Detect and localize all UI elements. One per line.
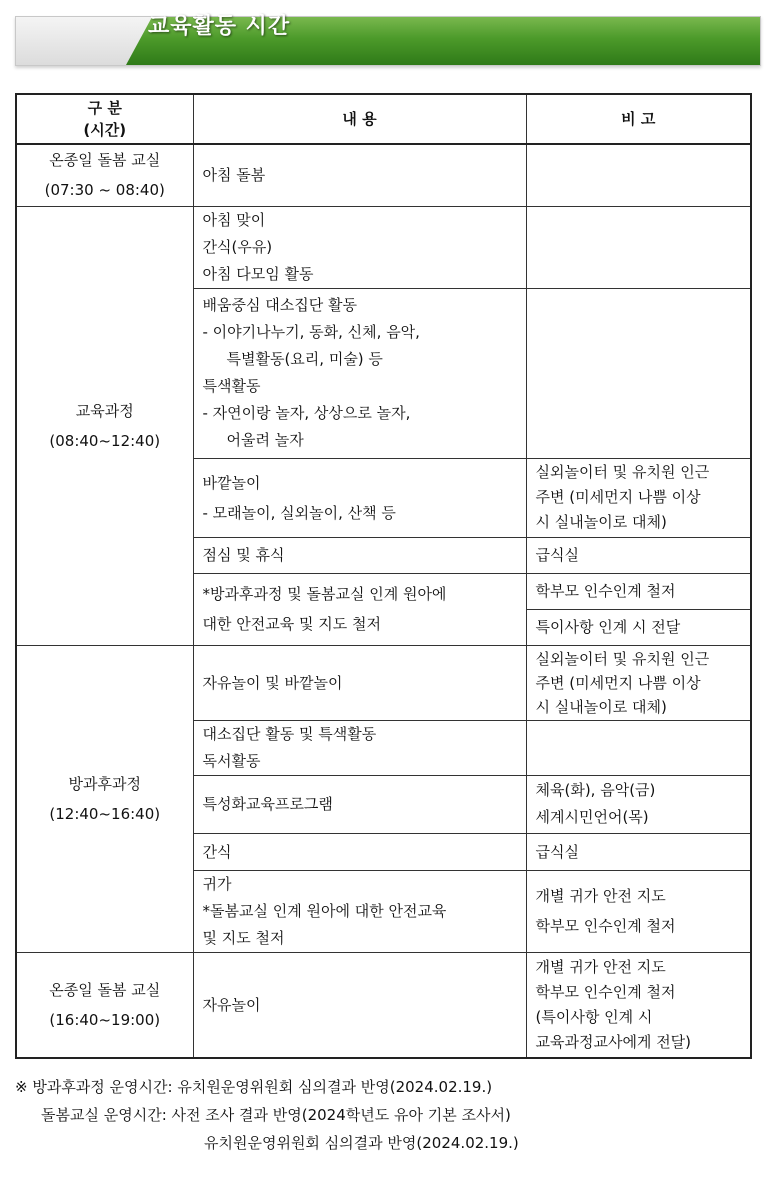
content-cell [193, 206, 526, 288]
footnote-line: 돌봄교실 운영시간: 사전 조사 결과 반영(2024학년도 유아 기본 조사서) [41, 1106, 511, 1124]
content-line: 특별활동(요리, 미술) 등 [226, 350, 383, 368]
note-line: 급식실 [535, 842, 579, 861]
content-cell [193, 288, 526, 458]
table-header-row [16, 94, 751, 144]
content-line: - 모래놀이, 실외놀이, 산책 등 [202, 503, 396, 522]
content-line: 자유놀이 및 바깥놀이 [202, 673, 343, 692]
content-line: 아침 맞이 [202, 210, 266, 229]
category-time: (08:40~12:40) [49, 431, 161, 450]
content-line: 대소집단 활동 및 특색활동 [202, 724, 377, 743]
note-line: 학부모 인수인계 철저 [535, 582, 676, 600]
content-cell [193, 537, 526, 573]
content-cell [193, 952, 526, 1058]
header-category [16, 94, 193, 144]
category-name: 온종일 돌봄 교실 [49, 980, 161, 999]
footnote-line: ※ 방과후과정 운영시간: 유치원운영위원회 심의결과 반영(2024.02.19.) [15, 1078, 493, 1096]
content-line: 배움중심 대소집단 활동 [202, 296, 357, 314]
content-cell [193, 775, 526, 833]
note-cell [526, 870, 751, 952]
header-note: 비 고 [526, 94, 751, 144]
content-cell [193, 645, 526, 720]
table-row [16, 645, 751, 720]
content-line: - 자연이랑 놀자, 상상으로 놀자, [202, 404, 411, 422]
category-cell [16, 144, 193, 206]
note-cell [526, 288, 751, 458]
content-line: *돌봄교실 인계 원아에 대한 안전교육 [202, 901, 447, 920]
note-line: 교육과정교사에게 전달) [535, 1032, 692, 1051]
content-line: 독서활동 [202, 751, 261, 770]
note-cell [526, 573, 751, 609]
note-line: 학부모 인수인계 철저 [535, 917, 676, 935]
note-cell [526, 537, 751, 573]
note-line: 주변 (미세먼지 나쁨 이상 [535, 673, 701, 692]
schedule-table [15, 93, 752, 1059]
note-line: 체육(화), 음악(금) [535, 781, 656, 799]
content-line: 간식 [202, 842, 232, 861]
content-line: 간식(우유) [202, 237, 273, 256]
category-time: (16:40~19:00) [49, 1010, 161, 1029]
content-cell [193, 458, 526, 537]
footnote [15, 1073, 760, 1157]
note-cell [526, 645, 751, 720]
content-line: 귀가 [202, 874, 232, 893]
header-category-sub: (시간) [83, 121, 127, 139]
content-cell [193, 720, 526, 775]
note-line: (특이사항 인계 시 [535, 1007, 653, 1026]
category-name: 방과후과정 [68, 774, 141, 793]
note-line: 특이사항 인계 시 전달 [535, 618, 681, 636]
note-line: 실외놀이터 및 유치원 인근 [535, 649, 710, 668]
header-content: 내 용 [193, 94, 526, 144]
table-row [16, 206, 751, 288]
content-line: 바깥놀이 [202, 473, 261, 492]
content-line: 및 지도 철저 [202, 928, 285, 947]
note-line: 주변 (미세먼지 나쁨 이상 [535, 488, 701, 506]
category-time: (12:40~16:40) [49, 804, 161, 823]
category-time: (07:30 ~ 08:40) [44, 181, 165, 200]
content-line: 어울려 놀자 [226, 431, 304, 449]
content-line: 특성화교육프로그램 [202, 795, 333, 813]
footnote-line: 유치원운영위원회 심의결과 반영(2024.02.19.) [204, 1134, 519, 1152]
content-line: 아침 다모임 활동 [202, 264, 314, 283]
note-line: 학부모 인수인계 철저 [535, 982, 676, 1001]
note-cell [526, 144, 751, 206]
title-banner [15, 16, 761, 66]
note-line: 개별 귀가 안전 지도 [535, 957, 666, 976]
content-line: 점심 및 휴식 [202, 546, 285, 564]
content-line: 특색활동 [202, 377, 261, 395]
header-category-label: 구 분 [87, 99, 122, 117]
content-line: 아침 돌봄 [202, 166, 266, 185]
note-cell [526, 720, 751, 775]
content-cell [193, 144, 526, 206]
note-line: 시 실내놀이로 대체) [535, 513, 667, 531]
category-name: 온종일 돌봄 교실 [49, 151, 161, 170]
note-line: 세계시민언어(목) [535, 808, 649, 826]
content-line: *방과후과정 및 돌봄교실 인계 원아에 [202, 585, 447, 603]
table-row [16, 144, 751, 206]
content-cell [193, 870, 526, 952]
note-line: 시 실내놀이로 대체) [535, 697, 667, 716]
category-cell [16, 952, 193, 1058]
category-cell [16, 206, 193, 645]
note-line: 실외놀이터 및 유치원 인근 [535, 463, 710, 481]
category-name: 교육과정 [75, 401, 134, 420]
note-cell [526, 206, 751, 288]
note-cell [526, 952, 751, 1058]
note-cell [526, 775, 751, 833]
content-cell [193, 573, 526, 645]
content-line: - 이야기나누기, 동화, 신체, 음악, [202, 323, 420, 341]
table-row [16, 952, 751, 1058]
content-line: 대한 안전교육 및 지도 철저 [202, 615, 381, 633]
note-cell [526, 833, 751, 870]
content-line: 자유놀이 [202, 995, 261, 1014]
note-line: 급식실 [535, 546, 579, 564]
note-cell [526, 609, 751, 645]
category-cell [16, 645, 193, 952]
content-cell [193, 833, 526, 870]
note-line: 개별 귀가 안전 지도 [535, 887, 666, 905]
note-cell [526, 458, 751, 537]
page-title: 교육활동 시간 [148, 14, 291, 39]
